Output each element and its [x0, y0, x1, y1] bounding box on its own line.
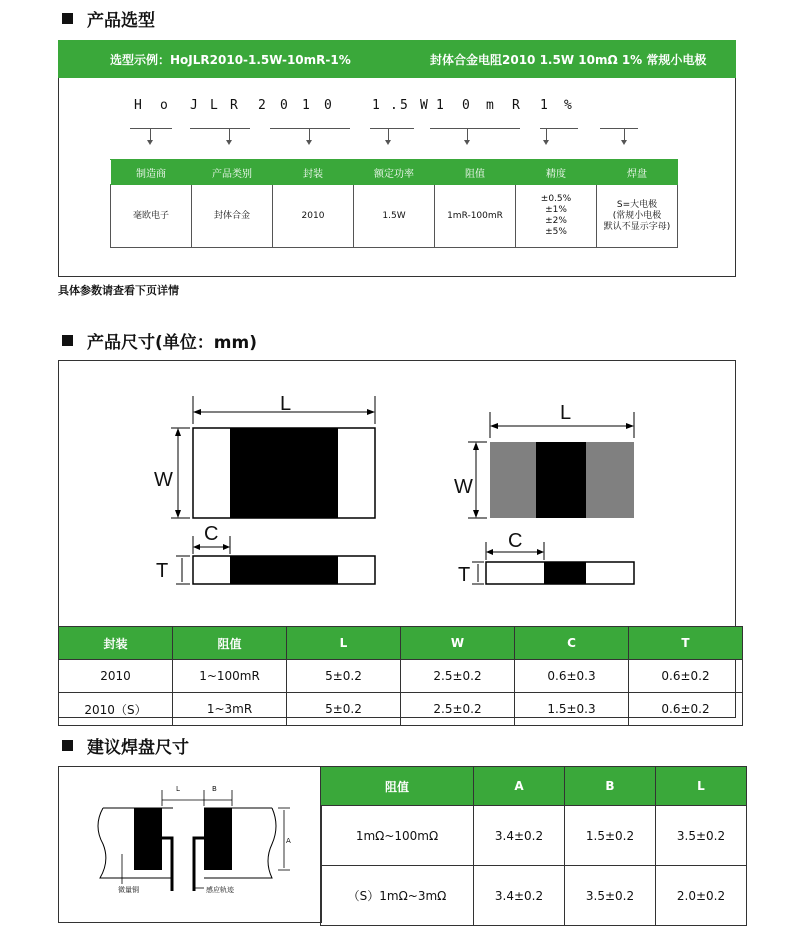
square-bullet-icon	[62, 740, 73, 751]
segment-line	[370, 128, 414, 129]
table-cell: 5±0.2	[287, 660, 401, 693]
part-number-char: 0	[280, 98, 288, 113]
table-cell: 3.4±0.2	[474, 806, 565, 866]
table-cell: 1~100mR	[173, 660, 287, 693]
table-cell: 1mΩ~100mΩ	[321, 806, 474, 866]
section-title-text: 产品尺寸(单位：mm)	[87, 333, 257, 353]
part-number-char: L	[210, 98, 218, 113]
header-cell: C	[515, 627, 629, 660]
copper-label: 微量铜	[118, 886, 139, 894]
selection-table	[110, 159, 678, 248]
table-cell: 2010	[273, 185, 354, 248]
part-number-char: 1	[372, 98, 380, 113]
pad-line: S=大电极	[616, 199, 658, 210]
table-cell: 2.5±0.2	[401, 693, 515, 726]
square-bullet-icon	[62, 13, 73, 24]
table-cell: 0.6±0.2	[629, 693, 743, 726]
precision-value: ±2%	[545, 216, 567, 226]
pad-label-b: B	[212, 785, 217, 793]
label-w-s: W	[454, 476, 473, 498]
pad-line: (常规小电极	[612, 210, 662, 221]
table-cell: 封体合金	[192, 185, 273, 248]
table-cell: 3.4±0.2	[474, 866, 565, 926]
header-cell: 封装	[273, 160, 354, 185]
header-cell: 产品类别	[192, 160, 273, 185]
segment-line	[600, 128, 638, 129]
section-title-pad	[62, 733, 189, 758]
pad-line: 默认不显示字母)	[603, 221, 671, 232]
part-number-char: 0	[462, 98, 470, 113]
table-cell: 1.5±0.2	[565, 806, 656, 866]
label-c: C	[204, 523, 219, 545]
example-label: 选型示例：HoJLR2010-1.5W-10mR-1%	[110, 52, 351, 67]
table-cell: 5±0.2	[287, 693, 401, 726]
precision-value: ±5%	[545, 227, 567, 237]
section-title-text: 产品选型	[87, 11, 155, 31]
part-number-char: 1	[302, 98, 310, 113]
table-cell: 2.0±0.2	[656, 866, 747, 926]
part-number-char: J	[190, 98, 198, 113]
header-cell: A	[474, 767, 565, 806]
header-cell: W	[401, 627, 515, 660]
segment-line	[190, 128, 250, 129]
example-description: 封体合金电阻2010 1.5W 10mΩ 1% 常规小电极	[430, 52, 707, 67]
precision-value: ±0.5%	[540, 194, 572, 204]
header-cell: 制造商	[111, 160, 192, 185]
table-cell: 3.5±0.2	[656, 806, 747, 866]
table-cell: （S）1mΩ~3mΩ	[321, 866, 474, 926]
label-l: L	[280, 393, 292, 415]
table-cell: 0.6±0.2	[629, 660, 743, 693]
table-cell: 1.5±0.3	[515, 693, 629, 726]
pad-label-l: L	[176, 785, 180, 793]
section-title-selection	[62, 6, 155, 31]
header-cell: L	[656, 767, 747, 806]
table-row	[59, 693, 743, 726]
label-c-s: C	[508, 530, 523, 552]
down-arrow-icon	[621, 140, 627, 145]
part-number-char: H	[134, 98, 142, 113]
segment-line	[270, 128, 350, 129]
down-arrow-icon	[385, 140, 391, 145]
table-cell: 1mR-100mR	[435, 185, 516, 248]
part-number-char: 5	[400, 98, 408, 113]
label-t: T	[156, 560, 169, 582]
table-row	[321, 806, 747, 866]
selection-header	[58, 40, 736, 78]
table-cell: 3.5±0.2	[565, 866, 656, 926]
section-title-text: 建议焊盘尺寸	[87, 738, 189, 758]
label-w: W	[154, 469, 173, 491]
header-cell: 精度	[516, 160, 597, 185]
header-cell: B	[565, 767, 656, 806]
square-bullet-icon	[62, 335, 73, 346]
s-resistor-side-view	[472, 542, 634, 584]
precision-cell	[516, 185, 597, 248]
header-cell: 封装	[59, 627, 173, 660]
header-cell: 焊盘	[597, 160, 678, 185]
pad-table	[320, 766, 747, 926]
table-cell: 毫欧电子	[111, 185, 192, 248]
details-note: 具体参数请查看下页详情	[58, 284, 179, 297]
part-number-char: 0	[324, 98, 332, 113]
label-t-s: T	[458, 564, 471, 586]
segment-line	[430, 128, 520, 129]
section-title-dimensions	[62, 328, 257, 353]
pad-diagram	[58, 766, 320, 921]
table-cell: 2.5±0.2	[401, 660, 515, 693]
down-arrow-icon	[306, 140, 312, 145]
part-number-char: R	[230, 98, 238, 113]
table-cell: 2010	[59, 660, 173, 693]
down-arrow-icon	[147, 140, 153, 145]
table-cell: 2010（S）	[59, 693, 173, 726]
dimension-drawing	[58, 360, 736, 626]
pad-cell	[597, 185, 678, 248]
table-cell: 0.6±0.3	[515, 660, 629, 693]
header-cell: T	[629, 627, 743, 660]
part-number-char: W	[420, 98, 428, 113]
s-resistor-top-view	[468, 412, 634, 518]
precision-value: ±1%	[545, 205, 567, 215]
trace-label: 感应轨迹	[206, 886, 234, 894]
header-cell: 额定功率	[354, 160, 435, 185]
header-cell: 阻值	[321, 767, 474, 806]
table-row	[321, 866, 747, 926]
table-row	[59, 660, 743, 693]
down-arrow-icon	[226, 140, 232, 145]
part-number-char: 1	[436, 98, 444, 113]
standard-resistor-top-view	[171, 396, 375, 518]
table-cell: 1~3mR	[173, 693, 287, 726]
part-number-char: R	[512, 98, 520, 113]
header-cell: 阻值	[173, 627, 287, 660]
header-cell: 阻值	[435, 160, 516, 185]
dimension-table	[58, 626, 743, 726]
table-cell: 1.5W	[354, 185, 435, 248]
part-number-char: m	[486, 98, 494, 113]
part-number-char: o	[160, 98, 168, 113]
part-number-char: 1	[540, 98, 548, 113]
part-number-char: %	[564, 98, 572, 113]
label-l-s: L	[560, 402, 572, 424]
header-cell: L	[287, 627, 401, 660]
down-arrow-icon	[543, 140, 549, 145]
segment-line	[130, 128, 172, 129]
part-number-char: 2	[258, 98, 266, 113]
down-arrow-icon	[464, 140, 470, 145]
part-number-char: .	[390, 98, 398, 113]
pad-label-a: A	[286, 837, 291, 845]
